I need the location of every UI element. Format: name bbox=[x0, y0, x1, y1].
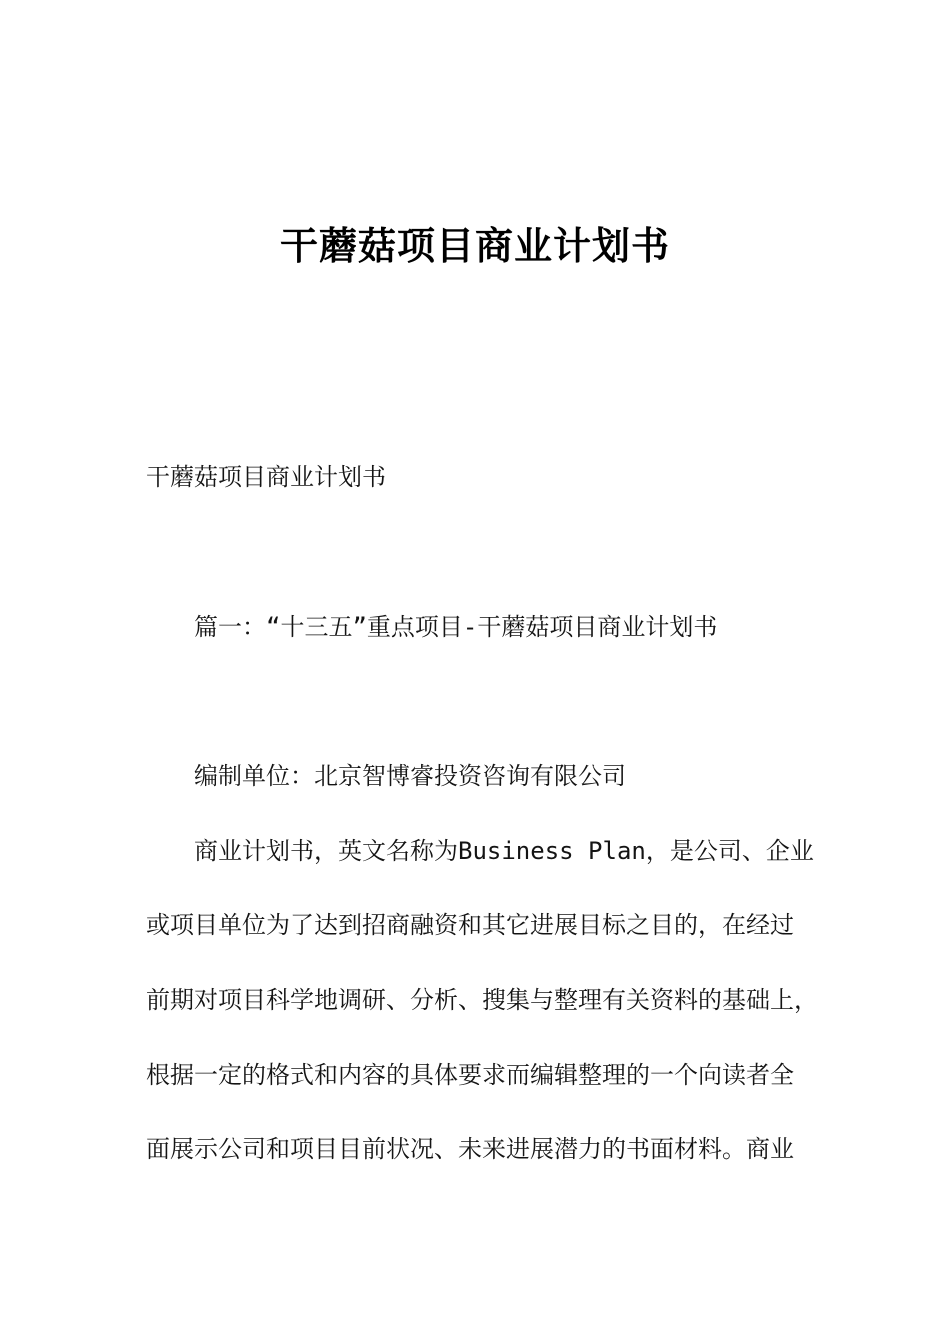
page-title: 干蘑菇项目商业计划书 bbox=[279, 224, 670, 268]
body-text-line: 或项目单位为了达到招商融资和其它进展目标之目的，在经过 bbox=[146, 911, 794, 939]
body-text-line: 前期对项目科学地调研、分析、搜集与整理有关资料的基础上， bbox=[146, 986, 818, 1014]
document-subtitle: 干蘑菇项目商业计划书 bbox=[146, 463, 386, 491]
body-text-line: 商业计划书，英文名称为Business Plan，是公司、企业 bbox=[194, 837, 814, 865]
body-text-line: 根据一定的格式和内容的具体要求而编辑整理的一个向读者全 bbox=[146, 1061, 794, 1089]
chapter-heading: 篇一：“十三五”重点项目-干蘑菇项目商业计划书 bbox=[194, 613, 718, 641]
body-text-line: 面展示公司和项目目前状况、未来进展潜力的书面材料。商业 bbox=[146, 1135, 794, 1163]
organization-line: 编制单位：北京智博睿投资咨询有限公司 bbox=[194, 762, 626, 790]
